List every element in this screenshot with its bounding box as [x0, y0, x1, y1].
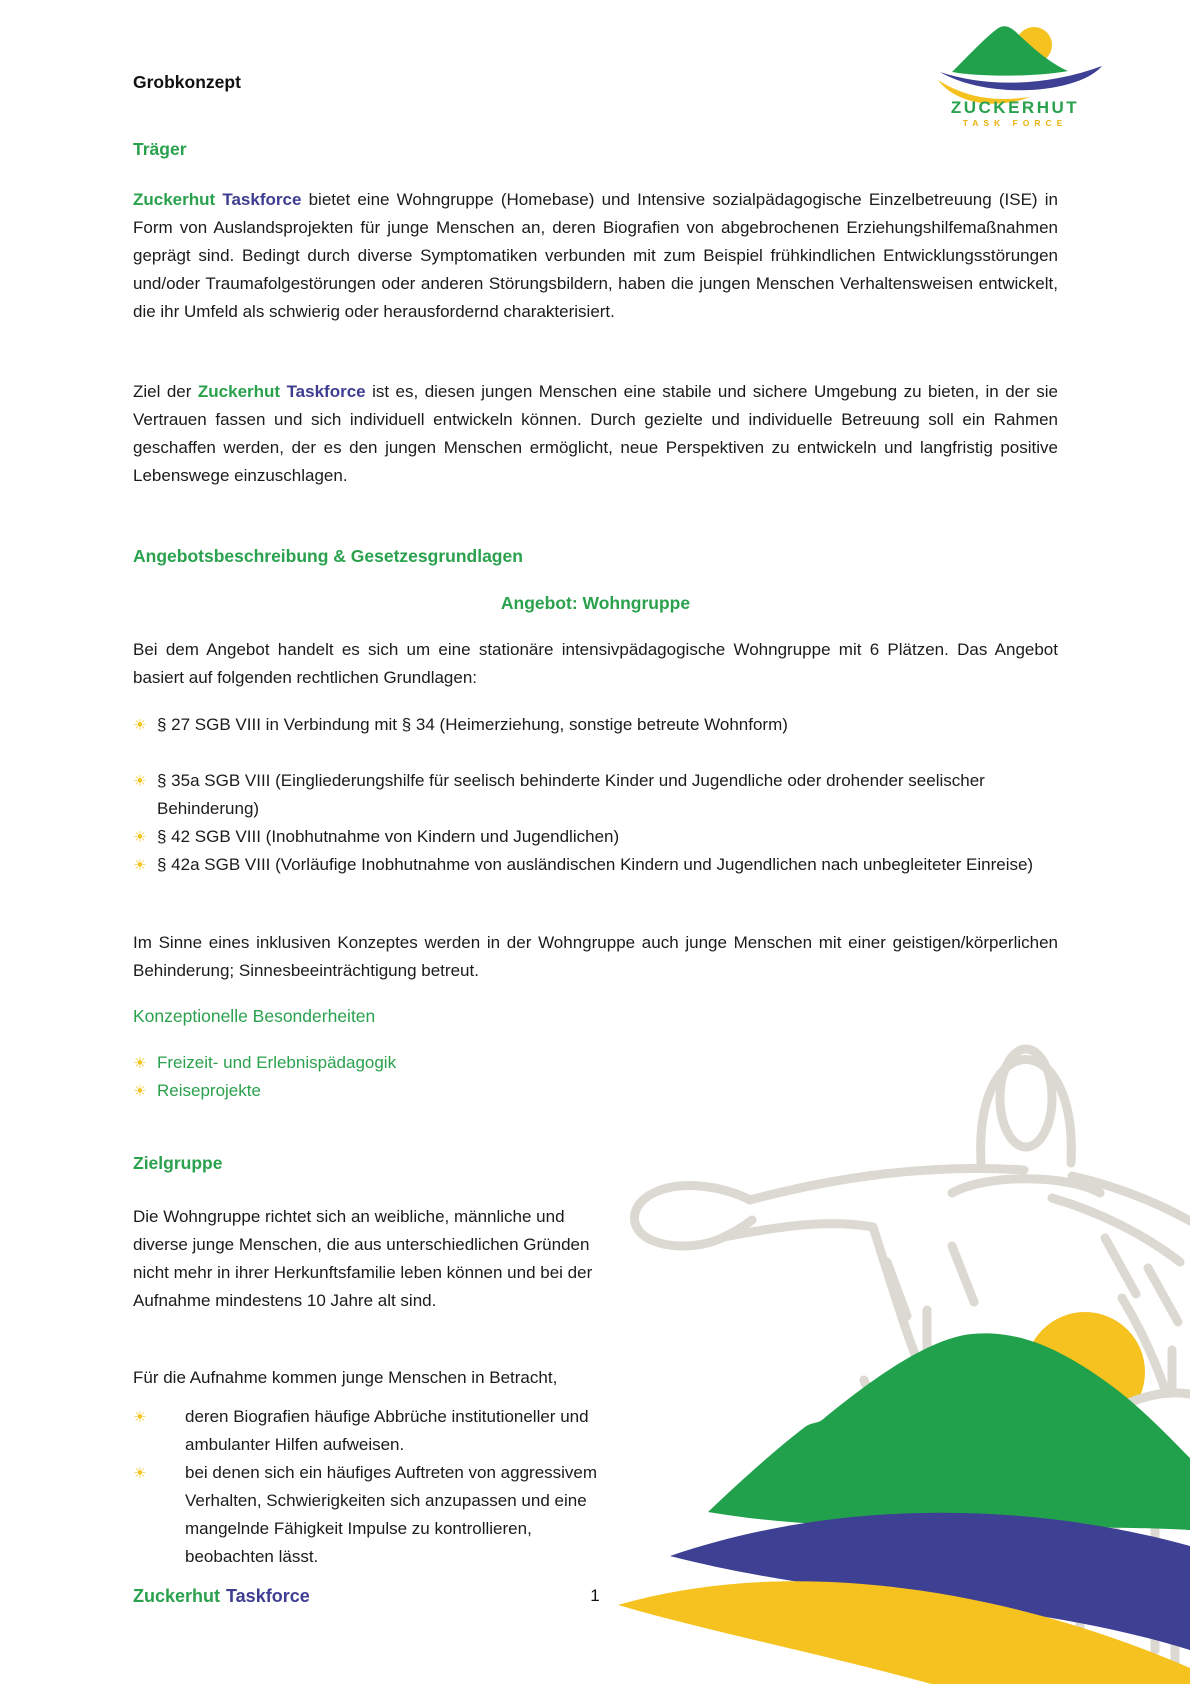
paragraph-text: bietet eine Wohngruppe (Homebase) und Intensive sozialpädagogische Einzelbetreuung (ISE) in Form von Auslandsprojekten für junge Menschen an, deren Biografien von abgebrochenen Erziehungshilfemaßnahmen geprägt sind. Bedingt durch diverse Symptomatiken verbunden mit zum Beispiel frühkindlichen Entwicklungsstörungen und/oder Traumafolgestörungen oder anderen Störungsbildern, haben die jungen Menschen Verhaltensweisen entwickelt, die ihr Umfeld als schwierig oder herausfordernd charakterisiert.	[133, 190, 1058, 321]
paragraph-text: ist es, diesen jungen Menschen eine stabile und sichere Umgebung zu bieten, in der sie Vertrauen fassen und sich individuell entwickeln können. Durch gezielte und individuelle Betreuung soll ein Rahmen geschaffen werden, der es den jungen Menschen ermöglicht, neue Perspektiven zu entwickeln und langfristig positive Lebenswege einzuschlagen.	[133, 382, 1058, 485]
footer-brand-taskforce: Taskforce	[226, 1586, 310, 1606]
aufnahme-list	[133, 1403, 613, 1571]
brand-taskforce: Taskforce	[222, 190, 302, 209]
list-item: ☀ § 42 SGB VIII (Inobhutnahme von Kindern und Jugendlichen)	[133, 823, 1058, 851]
paragraph-traeger-1	[133, 186, 1058, 326]
sub-heading-wohngruppe: Angebot: Wohngruppe	[500, 593, 691, 613]
section-heading-traeger: Träger	[133, 139, 187, 159]
section-heading-zielgruppe: Zielgruppe	[133, 1153, 223, 1173]
zuckerhut-taskforce-logo	[918, 14, 1113, 128]
list-item: ☀ bei denen sich ein häufiges Auftreten von aggressivem Verhalten, Schwierigkeiten sich anzupassen und eine mangelnde Fähigkeit Impulse zu kontrollieren, beobachten lässt.	[133, 1459, 613, 1571]
paragraph-traeger-2	[133, 378, 1058, 490]
sun-bullet-icon: ☀	[133, 772, 147, 790]
list-item: ☀ deren Biografien häufige Abbrüche institutioneller und ambulanter Hilfen aufweisen.	[133, 1403, 613, 1459]
legal-basis-list	[133, 711, 1058, 879]
sun-bullet-icon: ☀	[133, 856, 147, 874]
paragraph-text: Ziel der	[133, 382, 198, 401]
sun-bullet-icon: ☀	[133, 716, 147, 734]
page-number: 1	[590, 1586, 600, 1605]
sun-bullet-icon: ☀	[133, 1054, 147, 1072]
heading-konzeptionelle-besonderheiten: Konzeptionelle Besonderheiten	[133, 1006, 376, 1026]
footer-brand-zuckerhut: Zuckerhut	[133, 1586, 221, 1606]
sun-bullet-icon: ☀	[133, 1082, 147, 1100]
list-item: ☀ § 42a SGB VIII (Vorläufige Inobhutnahme von ausländischen Kindern und Jugendlichen nach unbegleiteter Einreise)	[133, 851, 1058, 879]
sun-bullet-icon: ☀	[133, 1464, 147, 1482]
sun-bullet-icon: ☀	[133, 1408, 147, 1426]
logo-tagline: TASK FORCE	[962, 118, 1068, 128]
brand-zuckerhut: Zuckerhut	[197, 382, 281, 401]
list-item: ☀ Reiseprojekte	[133, 1077, 1058, 1105]
list-item: ☀ § 27 SGB VIII in Verbindung mit § 34 (Heimerziehung, sonstige betreute Wohnform)	[133, 711, 1058, 739]
paragraph-zielgruppe-1: Die Wohngruppe richtet sich an weibliche, männliche und diverse junge Menschen, die aus unterschiedlichen Gründen nicht mehr in ihrer Herkunftsfamilie leben können und bei der Aufnahme mindestens 10 Jahre alt sind.	[133, 1207, 593, 1310]
logo-wordmark: ZUCKERHUT	[950, 98, 1080, 117]
paragraph-zielgruppe-2: Für die Aufnahme kommen junge Menschen in Betracht,	[133, 1368, 558, 1387]
list-item: ☀ § 35a SGB VIII (Eingliederungshilfe für seelisch behinderte Kinder und Jugendliche oder drohender seelischer Behinderung)	[133, 767, 1058, 823]
paragraph-inklusion: Im Sinne eines inklusiven Konzeptes werden in der Wohngruppe auch junge Menschen mit einer geistigen/körperlichen Behinderung; Sinnesbeeinträchtigung betreut.	[133, 933, 1058, 980]
konzept-list	[133, 1049, 1058, 1105]
brand-taskforce: Taskforce	[286, 382, 366, 401]
section-heading-angebot: Angebotsbeschreibung & Gesetzesgrundlagen	[133, 546, 523, 566]
list-item: ☀ Freizeit- und Erlebnispädagogik	[133, 1049, 1058, 1077]
sun-bullet-icon: ☀	[133, 828, 147, 846]
brand-zuckerhut: Zuckerhut	[133, 190, 216, 209]
paragraph-angebot-intro: Bei dem Angebot handelt es sich um eine stationäre intensivpädagogische Wohngruppe mit 6 Plätzen. Das Angebot basiert auf folgenden rechtlichen Grundlagen:	[133, 640, 1058, 687]
page-title: Grobkonzept	[133, 72, 241, 92]
